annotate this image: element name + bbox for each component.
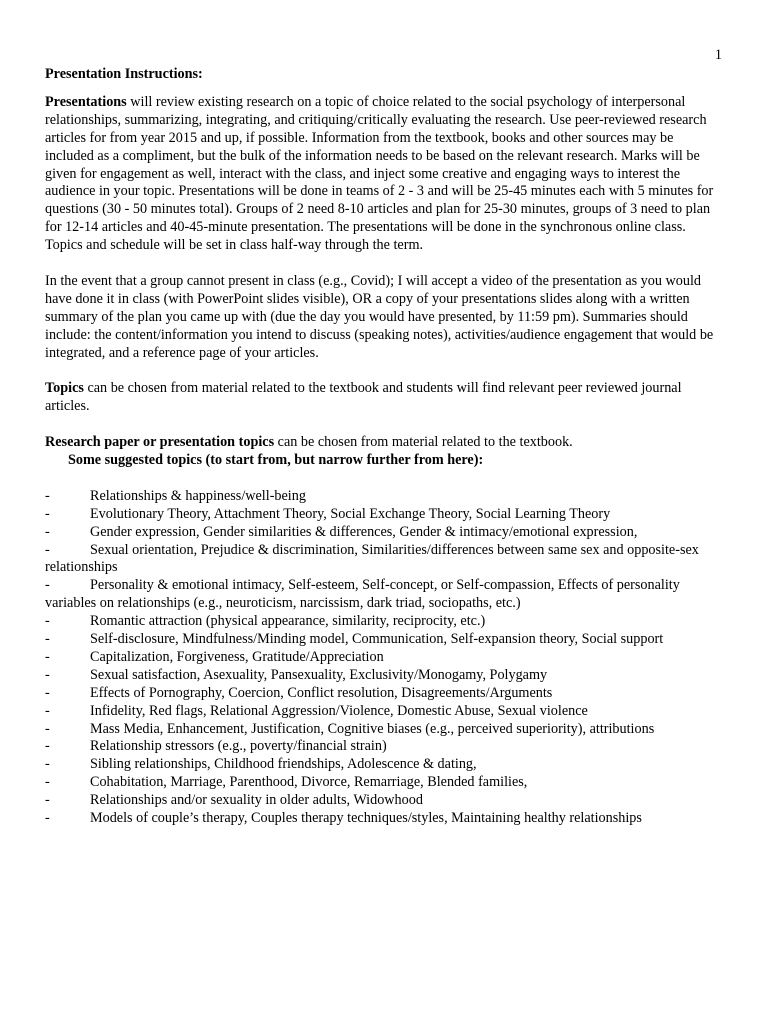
research-topics-paragraph: [45, 434, 725, 452]
page-title: Presentation Instructions:: [45, 66, 203, 82]
list-item-text: Romantic attraction (physical appearance, similarity, reciprocity, etc.): [90, 613, 486, 630]
research-topics-lead: Research paper or presentation topics: [45, 434, 275, 451]
list-item-text: Self-disclosure, Mindfulness/Minding model, Communication, Self-expansion theory, Social support: [90, 631, 664, 648]
list-item: [45, 721, 725, 739]
topics-lead: Topics: [45, 380, 84, 397]
list-item: [45, 667, 725, 685]
bullet-dash: -: [45, 648, 50, 665]
list-item: [45, 649, 725, 667]
bullet-dash: -: [45, 541, 50, 558]
bullet-dash: -: [45, 505, 50, 522]
list-item-text: Sibling relationships, Childhood friendships, Adolescence & dating,: [90, 756, 477, 773]
suggested-topics-heading: Some suggested topics (to start from, but narrow further from here):: [68, 451, 484, 468]
bullet-dash: -: [45, 684, 50, 701]
list-item-text: Mass Media, Enhancement, Justification, Cognitive biases (e.g., perceived superiority), attributions: [90, 720, 655, 737]
list-item: [45, 613, 725, 631]
bullet-dash: -: [45, 577, 50, 594]
list-item: [45, 703, 725, 721]
list-item-text: Evolutionary Theory, Attachment Theory, Social Exchange Theory, Social Learning Theory: [90, 505, 611, 522]
document-body: [45, 66, 725, 828]
list-item-text: Sexual satisfaction, Asexuality, Pansexuality, Exclusivity/Monogamy, Polygamy: [90, 666, 548, 683]
presentations-paragraph: [45, 94, 725, 255]
presentations-lead: Presentations: [45, 93, 127, 110]
bullet-dash: -: [45, 523, 50, 540]
page-number: 1: [714, 47, 722, 63]
topics-paragraph: [45, 380, 725, 416]
list-item: [45, 524, 725, 542]
list-item-text: Cohabitation, Marriage, Parenthood, Divorce, Remarriage, Blended families,: [90, 774, 528, 791]
alternative-submission-paragraph: In the event that a group cannot present in class (e.g., Covid); I will accept a video of the presentation as you would have done it in class (with PowerPoint slides visible), OR a copy of your presentations slides along with a written summary of the plan you came up with (due the day you would have presented, by 11:59 pm). Summaries should include: the content/information you intend to discuss (speaking notes), activities/audience engagement that would be integrated, and a reference page of your articles.: [45, 272, 714, 361]
list-item: [45, 810, 725, 828]
list-item-text: Relationship stressors (e.g., poverty/financial strain): [90, 738, 387, 755]
list-item: [45, 631, 725, 649]
list-item-text: Effects of Pornography, Coercion, Conflict resolution, Disagreements/Arguments: [90, 684, 553, 701]
list-item: [45, 756, 725, 774]
topic-list: [45, 488, 725, 828]
list-item: [45, 685, 725, 703]
list-item: [45, 542, 725, 578]
bullet-dash: -: [45, 756, 50, 773]
bullet-dash: -: [45, 666, 50, 683]
topics-text: can be chosen from material related to the textbook and students will find relevant peer reviewed journal articles.: [45, 380, 682, 415]
list-item: [45, 738, 725, 756]
list-item: [45, 792, 725, 810]
bullet-dash: -: [45, 487, 50, 504]
bullet-dash: -: [45, 720, 50, 737]
bullet-dash: -: [45, 631, 50, 648]
bullet-dash: -: [45, 774, 50, 791]
list-item: [45, 488, 725, 506]
list-item-text: Gender expression, Gender similarities & differences, Gender & intimacy/emotional expression,: [90, 523, 638, 540]
bullet-dash: -: [45, 810, 50, 827]
bullet-dash: -: [45, 702, 50, 719]
presentations-text: will review existing research on a topic of choice related to the social psychology of interpersonal relationships, summarizing, integrating, and critiquing/critically evaluating the research. Use peer-reviewed research articles for from year 2015 and up, if possible. Information from the textbook, books and other sources may be included as a compliment, but the bulk of the information needs to be based on the relevant research. Marks will be given for engagement as well, interact with the class, and inject some creative and engaging ways to interest the audience in your topic. Presentations will be done in teams of 2 - 3 and will be 25-45 minutes each with 5 minutes for questions (30 - 50 minutes total). Groups of 2 need 8-10 articles and plan for 25-30 minutes, groups of 3 need to plan for 12-14 articles and 40-45-minute presentation. The presentations will be done in the synchronous online class. Topics and schedule will be set in class half-way through the term.: [45, 93, 714, 254]
research-topics-text: can be chosen from material related to the textbook.: [274, 434, 573, 451]
list-item-text: Relationships & happiness/well-being: [90, 487, 306, 504]
list-item-text: Relationships and/or sexuality in older adults, Widowhood: [90, 792, 423, 809]
list-item-text: Personality & emotional intimacy, Self-esteem, Self-concept, or Self-compassion, Effects of personality variables on relationships (e.g., neuroticism, narcissism, dark triad, sociopaths, etc.): [45, 577, 680, 612]
list-item-text: Models of couple’s therapy, Couples therapy techniques/styles, Maintaining healthy relationships: [90, 810, 642, 827]
list-item: [45, 577, 725, 613]
bullet-dash: -: [45, 613, 50, 630]
list-item: [45, 774, 725, 792]
bullet-dash: -: [45, 792, 50, 809]
list-item: [45, 506, 725, 524]
list-item-text: Capitalization, Forgiveness, Gratitude/Appreciation: [90, 648, 384, 665]
list-item-text: Sexual orientation, Prejudice & discrimination, Similarities/differences between same sex and opposite-sex relationships: [45, 541, 699, 576]
bullet-dash: -: [45, 738, 50, 755]
list-item-text: Infidelity, Red flags, Relational Aggression/Violence, Domestic Abuse, Sexual violence: [90, 702, 588, 719]
